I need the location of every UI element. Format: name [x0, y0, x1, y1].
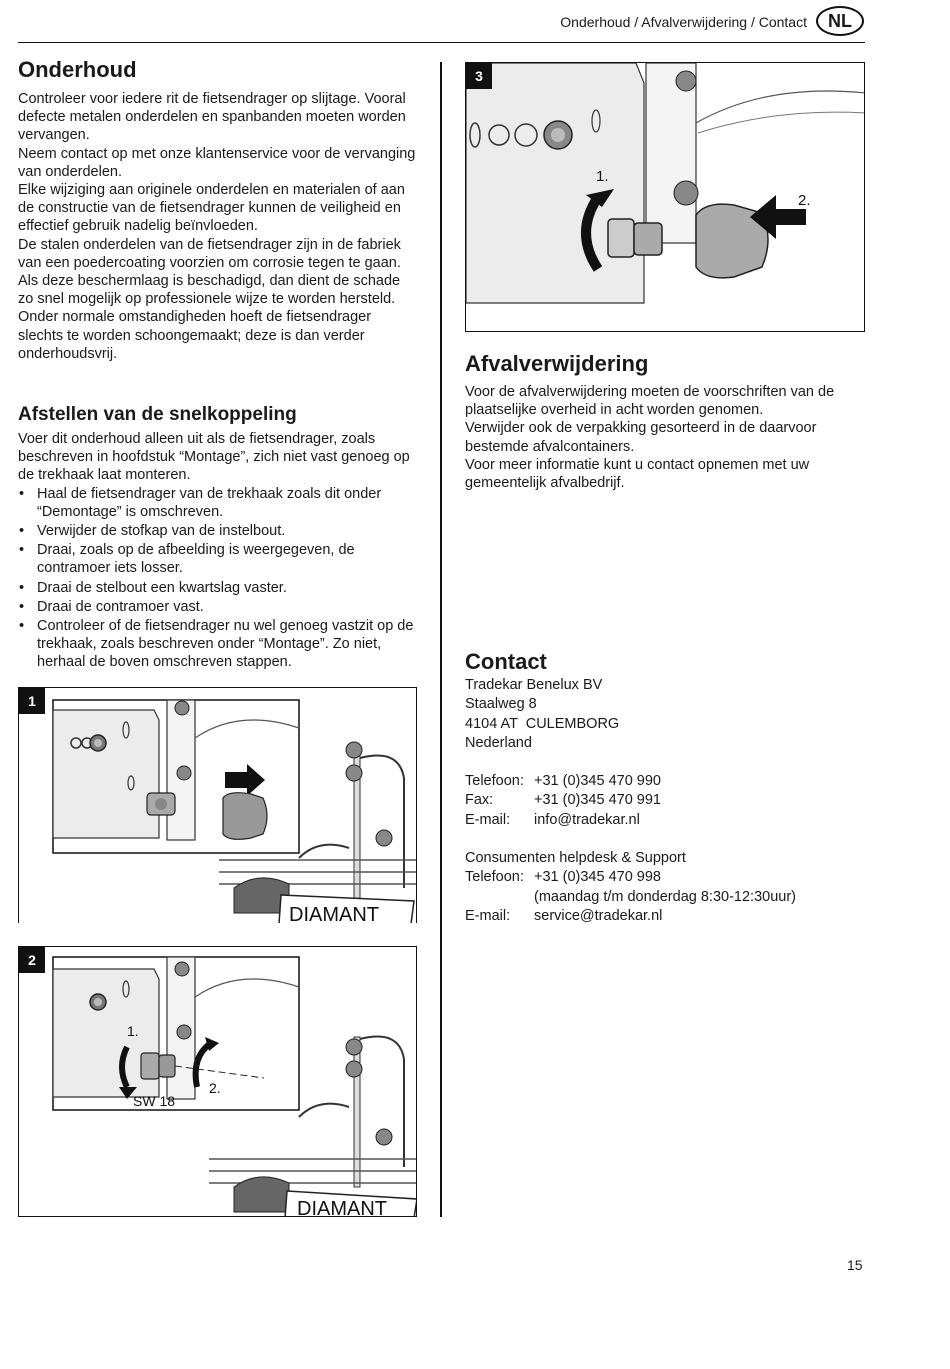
contact-fax-label: Fax: [465, 792, 494, 809]
support-email: service@tradekar.nl [534, 907, 663, 924]
figure-2-brand: DIAMANT [297, 1198, 387, 1218]
contact-country: Nederland [465, 734, 532, 751]
support-heading: Consumenten helpdesk & Support [465, 850, 686, 867]
figure-3-step1: 1. [596, 168, 609, 185]
figure-2-step2: 2. [209, 1080, 221, 1096]
onderhoud-paragraph: Onder normale omstandigheden hoeft de fietsendrager slechts te worden schoongemaakt; deze is dan verder onderhoudsvrij. [18, 309, 372, 362]
list-item: • Haal de fietsendrager van de trekhaak zoals dit onder “Demontage” is omschreven. [18, 485, 418, 521]
figure-3-step2: 2. [798, 192, 811, 209]
breadcrumb: Onderhoud / Afvalverwijdering / Contact [560, 14, 807, 30]
afstellen-title: Afstellen van de snelkoppeling [18, 404, 297, 425]
figure-2-step1: 1. [127, 1023, 139, 1039]
contact-street: Staalweg 8 [465, 696, 537, 713]
contact-title: Contact [465, 649, 547, 674]
figure-3-number: 3 [466, 63, 492, 89]
figure-1 [18, 687, 417, 923]
support-phone: +31 (0)345 470 998 [534, 869, 661, 886]
support-phone-label: Telefoon: [465, 869, 524, 886]
contact-phone-label: Telefoon: [465, 773, 524, 790]
contact-phone-row [465, 772, 865, 791]
onderhoud-paragraph: Controleer voor iedere rit de fietsendrager op slijtage. Vooral defecte metalen onderdelen en spanbanden moeten worden vervangen. [18, 91, 406, 144]
afstellen-intro: Voer dit onderhoud alleen uit als de fietsendrager, zoals beschreven in hoofdstuk “Montage”, zich niet vast genoeg op de trekhaak laat monteren. [18, 431, 410, 484]
onderhoud-title: Onderhoud [18, 57, 137, 82]
onderhoud-paragraph: Neem contact op met onze klantenservice voor de vervanging van onderdelen. [18, 145, 416, 180]
figure-1-brand: DIAMANT [289, 904, 379, 924]
contact-fax: +31 (0)345 470 991 [534, 792, 661, 809]
support-email-row [465, 907, 865, 926]
list-item: • Draai de contramoer vast. [18, 598, 418, 616]
header-divider [18, 42, 865, 43]
column-divider [440, 62, 442, 1217]
figure-1-illustration [19, 688, 417, 923]
figure-1-number: 1 [19, 688, 45, 714]
contact-email-row [465, 811, 865, 830]
support-hours: (maandag t/m donderdag 8:30-12:30uur) [534, 888, 796, 905]
contact-email: info@tradekar.nl [534, 811, 640, 828]
figure-2-illustration [19, 947, 417, 1217]
list-item: • Draai de stelbout een kwartslag vaster. [18, 579, 418, 597]
contact-details [465, 676, 865, 926]
figure-3 [465, 62, 865, 332]
contact-postal-city: 4104 AT CULEMBORG [465, 715, 620, 732]
page-number: 15 [847, 1257, 863, 1273]
afvalverwijdering-paragraph: Voor de afvalverwijdering moeten de voorschriften van de plaatselijke overheid in acht worden genomen. [465, 384, 835, 419]
afvalverwijdering-body [465, 383, 865, 492]
onderhoud-paragraph: De stalen onderdelen van de fietsendrager zijn in de fabriek van een poedercoating voorzien om corrosie tegen te gaan. Als deze beschermlaag is beschadigd, dan dient de schade zo snel mogelijk op professionele wijze te worden hersteld. [18, 236, 401, 308]
afvalverwijdering-paragraph: Voor meer informatie kunt u contact opnemen met uw gemeentelijk afvalbedrijf. [465, 456, 810, 492]
figure-3-illustration [466, 63, 865, 332]
figure-2-number: 2 [19, 947, 45, 973]
contact-phone: +31 (0)345 470 990 [534, 773, 661, 790]
onderhoud-body [18, 90, 418, 363]
language-badge: NL [816, 6, 864, 36]
support-hours-row [465, 888, 865, 907]
afstellen-steps [18, 485, 418, 672]
support-phone-row [465, 868, 865, 887]
figure-2-wrench-size: SW 18 [133, 1093, 176, 1109]
list-item: • Verwijder de stofkap van de instelbout. [18, 522, 418, 540]
contact-company: Tradekar Benelux BV [465, 677, 603, 693]
figure-2 [18, 946, 417, 1217]
list-item: • Controleer of de fietsendrager nu wel genoeg vastzit op de trekhaak, zoals beschreven onder “Montage”. Zo niet, herhaal de boven omschreven stappen. [18, 617, 418, 672]
onderhoud-paragraph: Elke wijziging aan originele onderdelen en materialen of aan de constructie van de fietsendrager kunnen de veiligheid en effectief gebruik nadelig beïnvloeden. [18, 182, 405, 235]
contact-fax-row [465, 791, 865, 810]
afvalverwijdering-paragraph: Verwijder ook de verpakking gesorteerd in de daarvoor bestemde afvalcontainers. [465, 420, 817, 455]
afvalverwijdering-title: Afvalverwijdering [465, 351, 649, 376]
support-email-label: E-mail: [465, 907, 511, 924]
list-item: • Draai, zoals op de afbeelding is weergegeven, de contramoer iets losser. [18, 541, 418, 577]
contact-email-label: E-mail: [465, 811, 511, 828]
afstellen-body [18, 430, 418, 673]
